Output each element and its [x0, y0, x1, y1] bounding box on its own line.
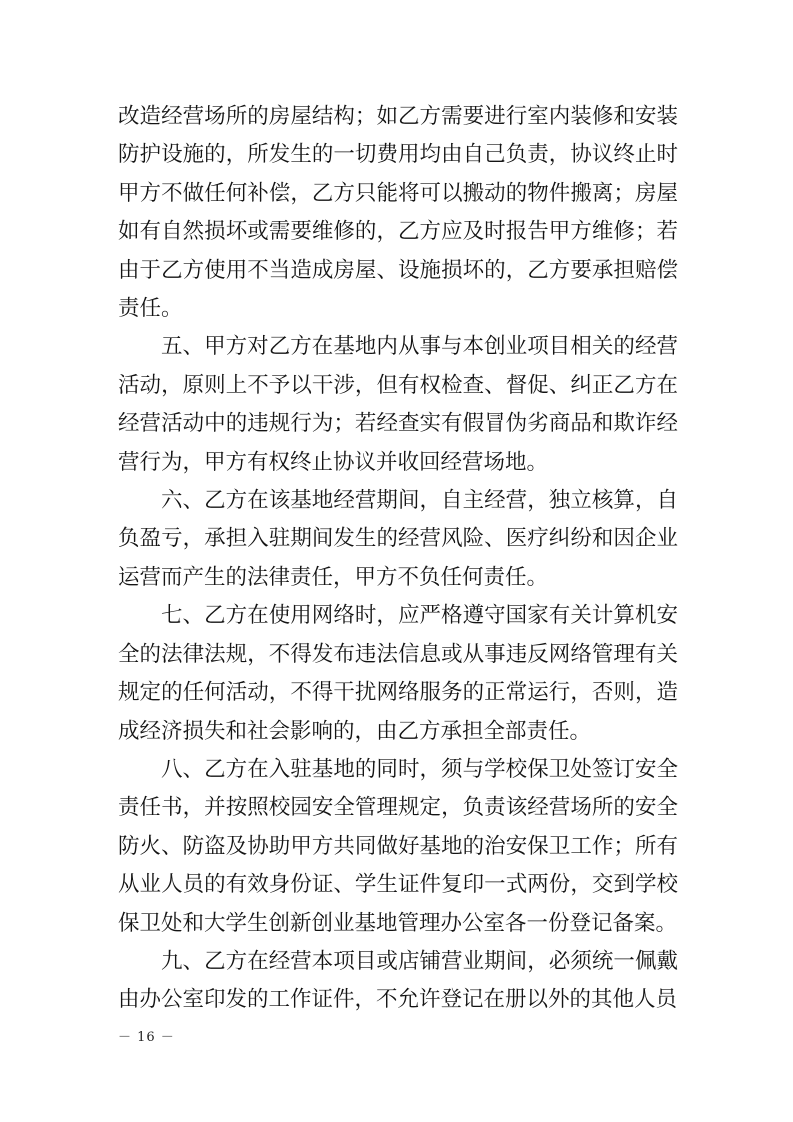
paragraph-continuation: 改造经营场所的房屋结构；如乙方需要进行室内装修和安装防护设施的，所发生的一切费用均由自己负责，协议终止时甲方不做任何补偿，乙方只能将可以搬动的物件搬离；房屋如有自然损坏或需要维修的，乙方应及时报告甲方维修；若由于乙方使用不当造成房屋、设施损坏的，乙方要承担赔偿责任。 — [118, 104, 678, 322]
paragraph-clause-5: 五、甲方对乙方在基地内从事与本创业项目相关的经营活动，原则上不予以干涉，但有权检查、督促、纠正乙方在经营活动中的违规行为；若经查实有假冒伪劣商品和欺诈经营行为，甲方有权终止协议并收回经营场地。 — [118, 334, 678, 475]
paragraph-clause-9: 九、乙方在经营本项目或店铺营业期间，必须统一佩戴由办公室印发的工作证件，不允许登记在册以外的其他人员 — [118, 948, 678, 1013]
paragraph-clause-6: 六、乙方在该基地经营期间，自主经营，独立核算，自负盈亏，承担入驻期间发生的经营风险、医疗纠纷和因企业运营而产生的法律责任，甲方不负任何责任。 — [118, 488, 678, 590]
paragraph-clause-7: 七、乙方在使用网络时，应严格遵守国家有关计算机安全的法律法规，不得发布违法信息或从事违反网络管理有关规定的任何活动，不得干扰网络服务的正常运行，否则，造成经济损失和社会影响的，由乙方承担全部责任。 — [118, 603, 678, 744]
document-body — [118, 98, 678, 1020]
page-number: － 16 － — [118, 1030, 175, 1045]
paragraph-clause-8: 八、乙方在入驻基地的同时，须与学校保卫处签订安全责任书，并按照校园安全管理规定，负责该经营场所的安全防火、防盗及协助甲方共同做好基地的治安保卫工作；所有从业人员的有效身份证、学生证件复印一式两份，交到学校保卫处和大学生创新创业基地管理办公室各一份登记备案。 — [118, 756, 678, 936]
